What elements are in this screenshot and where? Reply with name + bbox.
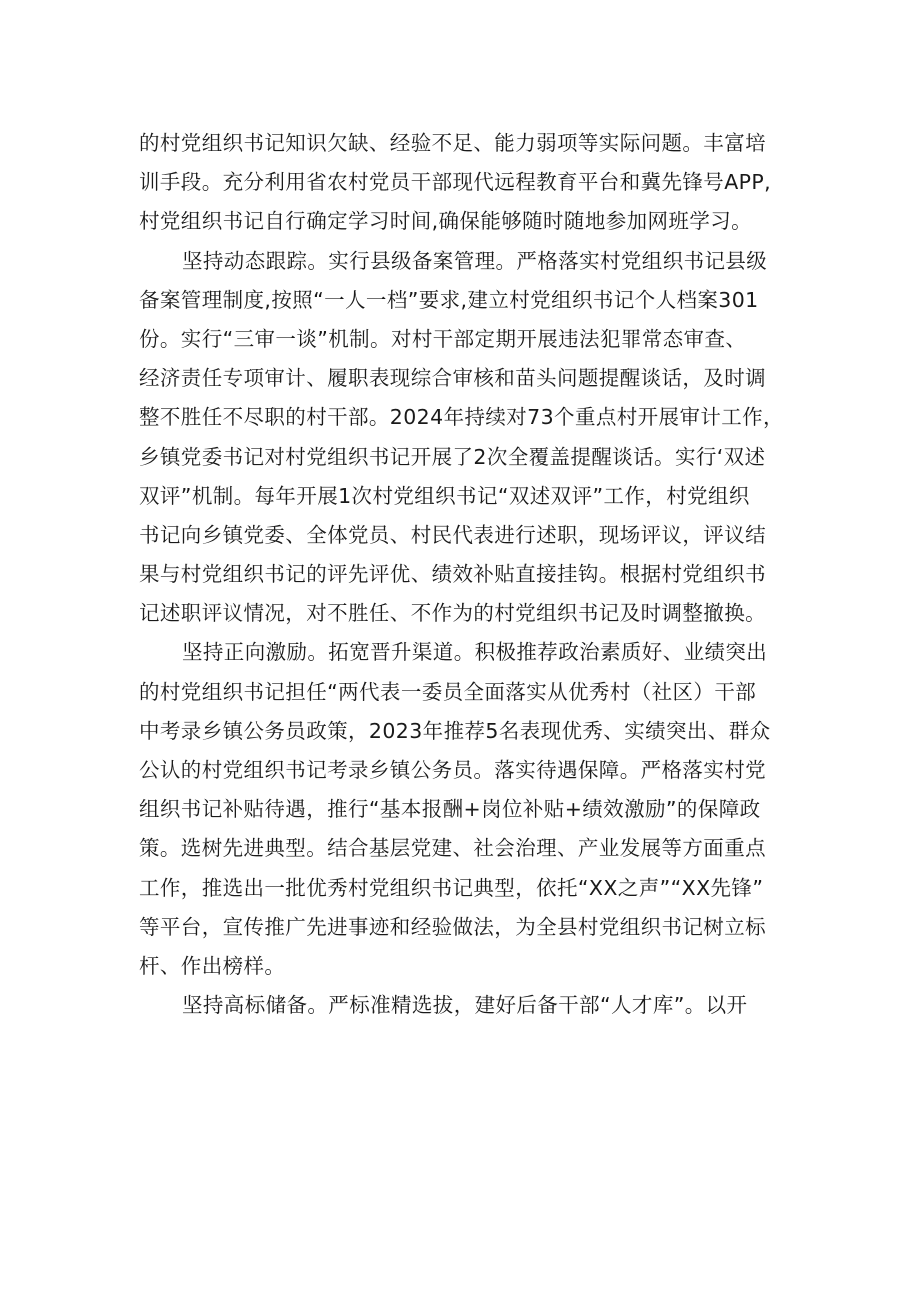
text-line: 坚持动态跟踪。实行县级备案管理。严格落实村党组织书记县级: [182, 248, 768, 273]
paragraph-high-standard-reserve: [139, 986, 789, 1025]
text-line: 训手段。充分利用省农村党员干部现代远程教育平台和冀先锋号APP,: [139, 170, 772, 195]
text-line: 经济责任专项审计、履职表现综合审核和苗头问题提醒谈话，及时调: [139, 366, 766, 391]
text-line: 坚持高标储备。严标准精选拔，建好后备干部“人才库”。以开: [182, 993, 748, 1018]
text-line: 等平台，宣传推广先进事迹和经验做法，为全县村党组织书记树立标: [139, 914, 766, 939]
text-line: 整不胜任不尽职的村干部。2024年持续对73个重点村开展审计工作，: [139, 405, 784, 430]
text-line: 果与村党组织书记的评先评优、绩效补贴直接挂钩。根据村党组织书: [139, 562, 766, 587]
text-line: 的村党组织书记担任“两代表一委员全面落实从优秀村（社区）干部: [139, 679, 757, 704]
text-line: 书记向乡镇党委、全体党员、村民代表进行述职，现场评议，评议结: [139, 522, 766, 547]
text-line: 中考录乡镇公务员政策，2023年推荐5名表现优秀、实绩突出、群众: [139, 718, 771, 743]
text-line: 的村党组织书记知识欠缺、经验不足、能力弱项等实际问题。丰富培: [139, 131, 766, 155]
text-line: 记述职评议情况，对不胜任、不作为的村党组织书记及时调整撤换。: [139, 601, 766, 626]
text-line: 乡镇党委书记对村党组织书记开展了2次全覆盖提醒谈话。实行‘双述: [139, 444, 766, 469]
text-line: 策。选树先进典型。结合基层党建、社会治理、产业发展等方面重点: [139, 836, 766, 861]
text-line: 坚持正向激励。拓宽晋升渠道。积极推荐政治素质好、业绩突出: [182, 640, 768, 665]
text-line: 备案管理制度,按照“一人一档”要求,建立村党组织书记个人档案301: [139, 287, 759, 312]
paragraph-positive-incentive: [139, 633, 789, 986]
document-body: [139, 124, 789, 1025]
text-line: 杆、作出榜样。: [139, 953, 286, 978]
text-line: 份。实行“三审一谈”机制。对村干部定期开展违法犯罪常态审查、: [139, 326, 747, 351]
text-line: 双评”机制。每年开展1次村党组织书记“双述双评”工作，村党组织: [139, 483, 750, 508]
paragraph-dynamic-tracking: [139, 242, 789, 634]
paragraph-training: [139, 124, 789, 242]
text-line: 公认的村党组织书记考录乡镇公务员。落实待遇保障。严格落实村党: [139, 758, 766, 782]
text-line: 组织书记补贴待遇，推行“基本报酬+岗位补贴+绩效激励”的保障政: [139, 797, 761, 822]
text-line: 工作，推选出一批优秀村党组织书记典型，依托“XX之声”“XX先锋”: [139, 875, 764, 900]
text-line: 村党组织书记自行确定学习时间,确保能够随时随地参加网班学习。: [139, 209, 753, 234]
